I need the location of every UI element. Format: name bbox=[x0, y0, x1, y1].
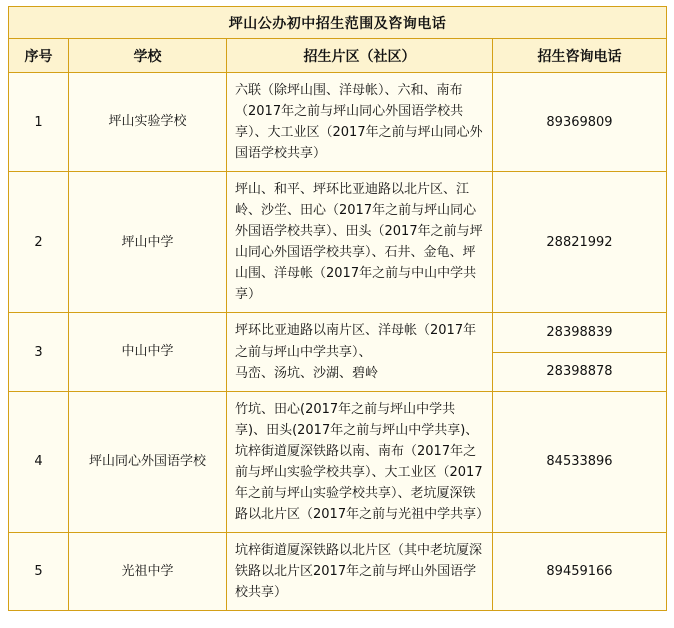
enrollment-area: 六联（除坪山围、洋母帐）、六和、南布（2017年之前与坪山同心外国语学校共享）、大工业区（2017年之前与坪山同心外国语学校共享） bbox=[227, 73, 493, 172]
column-header-phone: 招生咨询电话 bbox=[493, 39, 667, 73]
school-name: 坪山中学 bbox=[69, 172, 227, 313]
enrollment-area: 竹坑、田心(2017年之前与坪山中学共享)、田头(2017年之前与坪山中学共享)、坑梓街道厦深铁路以南、南布（2017年之前与坪山实验学校共享）、大工业区（2017年之前与坪山实验学校共享）、老坑厦深铁路以北片区（2017年之前与光祖中学共享） bbox=[227, 391, 493, 532]
contact-phone: 89369809 bbox=[493, 73, 667, 172]
enrollment-area-line: 坪环比亚迪路以南片区、洋母帐（2017年之前与坪山中学共享）、 bbox=[235, 323, 477, 360]
contact-phone: 28821992 bbox=[493, 172, 667, 313]
enrollment-table bbox=[8, 6, 667, 611]
column-header-school: 学校 bbox=[69, 39, 227, 73]
contact-phone: 89459166 bbox=[493, 532, 667, 610]
school-name: 中山中学 bbox=[69, 313, 227, 391]
enrollment-area: 坑梓街道厦深铁路以北片区（其中老坑厦深铁路以北片区2017年之前与坪山外国语学校共享） bbox=[227, 532, 493, 610]
school-name: 坪山同心外国语学校 bbox=[69, 391, 227, 532]
column-header-num: 序号 bbox=[9, 39, 69, 73]
enrollment-area bbox=[227, 313, 493, 391]
row-number: 5 bbox=[9, 532, 69, 610]
page-title: 坪山公办初中招生范围及咨询电话 bbox=[9, 7, 667, 39]
row-number: 1 bbox=[9, 73, 69, 172]
row-number: 2 bbox=[9, 172, 69, 313]
table-title-row bbox=[9, 7, 667, 39]
enrollment-area: 坪山、和平、坪环比亚迪路以北片区、江岭、沙坣、田心（2017年之前与坪山同心外国语学校共享）、田头（2017年之前与坪山同心外国语学校共享）、石井、金龟、坪山围、洋母帐（2017年之前与中山中学共享） bbox=[227, 172, 493, 313]
enrollment-area-line: 马峦、汤坑、沙湖、碧岭 bbox=[235, 365, 379, 381]
table-row bbox=[9, 313, 667, 352]
table-row bbox=[9, 73, 667, 172]
table-row bbox=[9, 172, 667, 313]
school-name: 坪山实验学校 bbox=[69, 73, 227, 172]
table-row bbox=[9, 532, 667, 610]
column-header-area: 招生片区（社区） bbox=[227, 39, 493, 73]
table-header-row bbox=[9, 39, 667, 73]
row-number: 4 bbox=[9, 391, 69, 532]
contact-phone: 84533896 bbox=[493, 391, 667, 532]
contact-phone: 28398839 bbox=[493, 313, 667, 352]
contact-phone: 28398878 bbox=[493, 352, 667, 391]
school-name: 光祖中学 bbox=[69, 532, 227, 610]
table-row bbox=[9, 391, 667, 532]
row-number: 3 bbox=[9, 313, 69, 391]
